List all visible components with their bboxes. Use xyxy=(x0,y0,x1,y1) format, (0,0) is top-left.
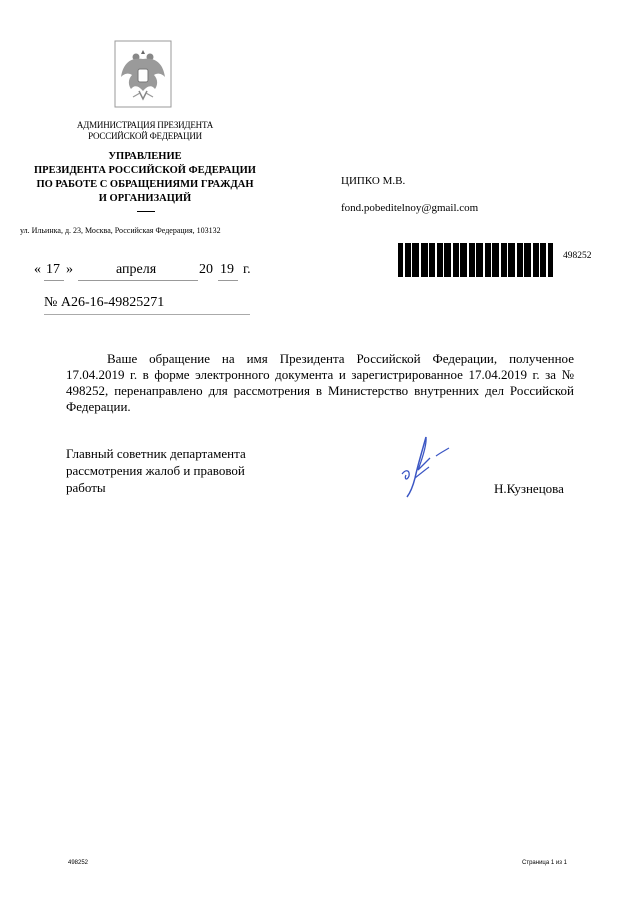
department-line: ПРЕЗИДЕНТА РОССИЙСКОЙ ФЕДЕРАЦИИ xyxy=(34,165,256,176)
sender-address: ул. Ильинка, д. 23, Москва, Российская Федерация, 103132 xyxy=(20,226,221,235)
handwritten-signature xyxy=(394,434,454,498)
coat-of-arms-icon xyxy=(114,40,172,108)
date-year-underline xyxy=(218,280,238,281)
date-open-quote: « xyxy=(34,262,41,277)
date-close-quote: » xyxy=(66,262,73,277)
registration-number: № А26-16-49825271 xyxy=(44,295,165,310)
signatory-title-line: рассмотрения жалоб и правовой xyxy=(66,463,245,478)
divider xyxy=(137,211,155,212)
registration-underline xyxy=(44,314,250,315)
footer-page-number: Страница 1 из 1 xyxy=(522,860,567,866)
date-year-abbr: г. xyxy=(243,262,251,277)
administration-title: АДМИНИСТРАЦИЯ ПРЕЗИДЕНТА РОССИЙСКОЙ ФЕДЕРАЦИИ xyxy=(76,120,214,141)
date-day-underline xyxy=(44,280,64,281)
signatory-title-line: работы xyxy=(66,480,106,495)
signatory-name: Н.Кузнецова xyxy=(494,481,564,496)
recipient-name: ЦИПКО М.В. xyxy=(341,175,406,187)
date-day: 17 xyxy=(46,262,60,277)
footer-document-id: 498252 xyxy=(68,860,89,866)
date-month: апреля xyxy=(116,262,157,277)
signatory-title xyxy=(66,445,286,496)
barcode xyxy=(398,243,553,277)
department-line: И ОРГАНИЗАЦИЙ xyxy=(98,193,192,204)
date-year-suffix: 19 xyxy=(220,262,234,277)
date-month-underline xyxy=(78,280,198,281)
department-title xyxy=(20,150,270,206)
department-line: ПО РАБОТЕ С ОБРАЩЕНИЯМИ ГРАЖДАН xyxy=(36,179,254,190)
signatory-title-line: Главный советник департамента xyxy=(66,446,246,461)
department-line: УПРАВЛЕНИЕ xyxy=(108,151,182,162)
recipient-email: fond.pobeditelnoy@gmail.com xyxy=(341,202,479,214)
barcode-number: 498252 xyxy=(563,251,592,261)
letter-body: Ваше обращение на имя Президента Российской Федерации, полученное 17.04.2019 г. в форме электронного документа и зарегистрированное 17.04.2019 г. за № 498252, перенаправлено для рассмотрения в Министерство внутренних дел Российской Федерации. xyxy=(66,351,574,414)
date-year-prefix: 20 xyxy=(199,262,213,277)
